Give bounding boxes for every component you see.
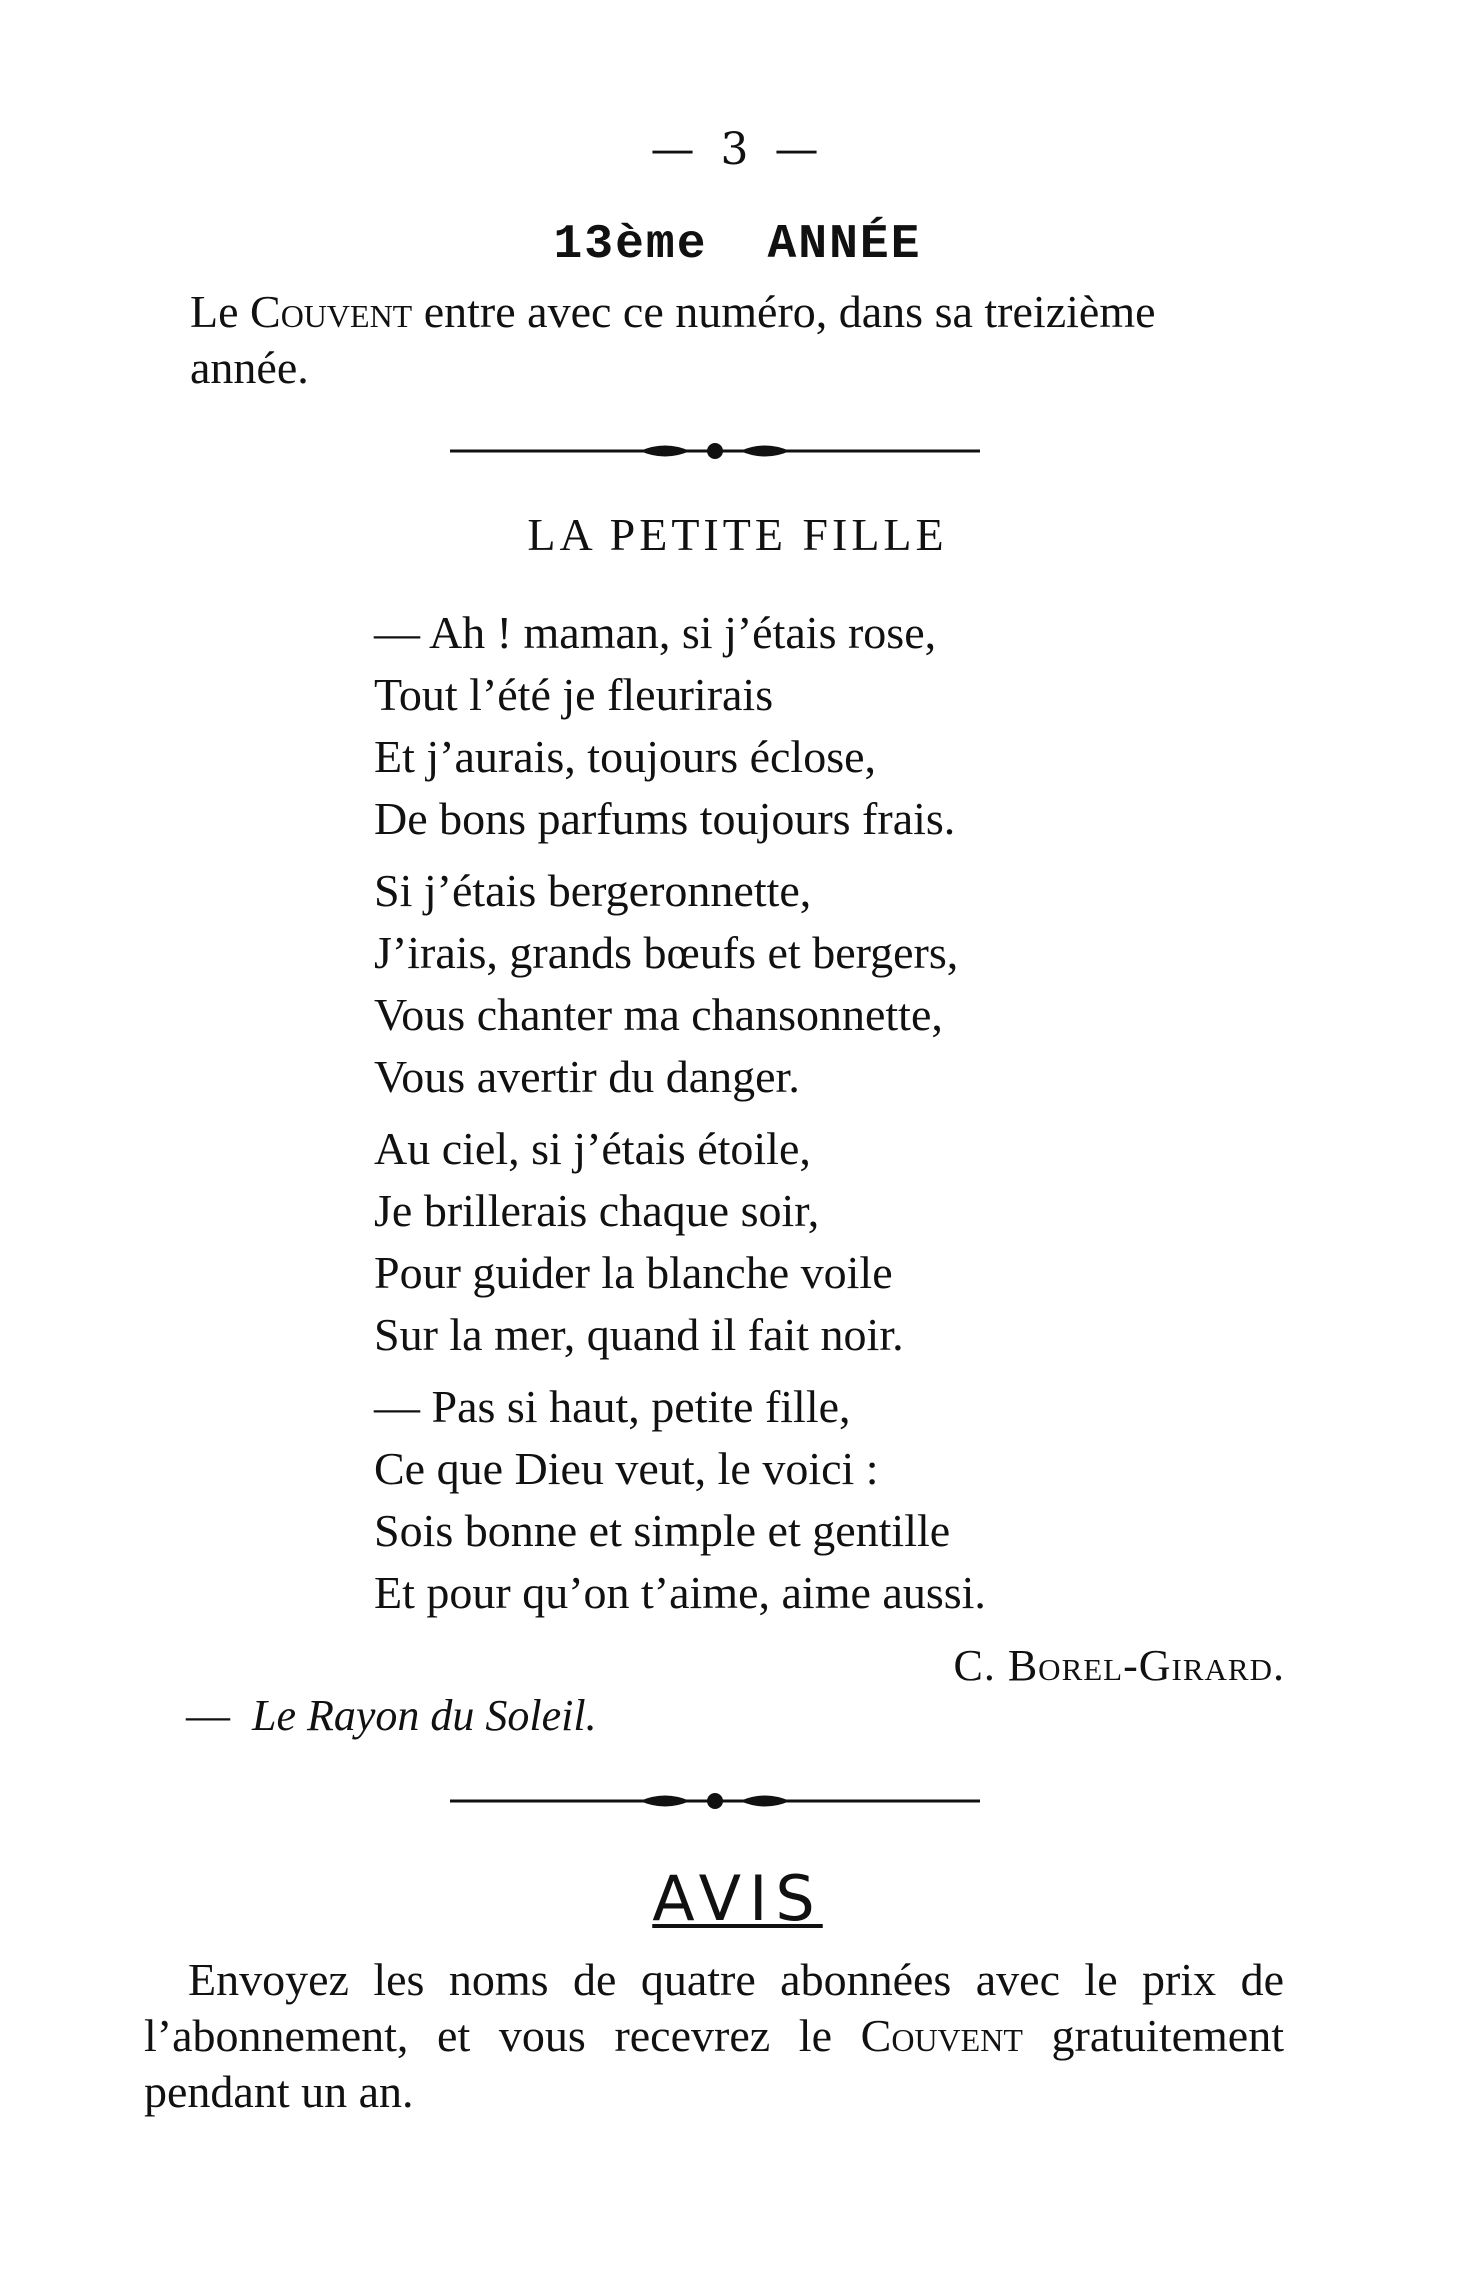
poem-line: Ce que Dieu veut, le voici : <box>374 1443 879 1494</box>
poem-line: Vous avertir du danger. <box>374 1051 800 1102</box>
poem-line: — Ah ! maman, si j’étais rose, <box>374 607 937 658</box>
ornamental-divider <box>450 1786 980 1816</box>
year-heading <box>0 218 1475 272</box>
avis-text-end: gratuitement pendant un an. <box>144 2010 1284 2117</box>
poem-line: Au ciel, si j’étais étoile, <box>374 1123 811 1174</box>
poem-line: J’irais, grands bœufs et bergers, <box>374 927 959 978</box>
avis-heading: AVIS <box>652 1862 823 1935</box>
poem-line: Je brillerais chaque soir, <box>374 1185 820 1236</box>
poem-title: LA PETITE FILLE <box>527 509 948 560</box>
poem-line: Vous chanter ma chansonnette, <box>374 989 943 1040</box>
avis-text-start: Envoyez les noms de quatre abonnées avec le prix de l’abonnement, et vous recevrez le <box>144 1954 1284 2061</box>
divider-ornament-icon <box>450 436 980 466</box>
poem-line: Si j’étais bergeronnette, <box>374 865 812 916</box>
poem-author: C. Borel-Girard. <box>953 1641 1285 1690</box>
poem-line: Sois bonne et simple et gentille <box>374 1505 951 1556</box>
poem-line: — Pas si haut, petite fille, <box>374 1381 851 1432</box>
year-heading-word: ANNÉE <box>767 218 922 272</box>
source-dash: — <box>186 1691 230 1740</box>
poem-line: Pour guider la blanche voile <box>374 1247 893 1298</box>
year-notice-text-end: entre avec ce numéro, dans sa treizième année. <box>190 286 1156 393</box>
page-number: — 3 — <box>650 124 825 175</box>
poem-line: Et pour qu’on t’aime, aime aussi. <box>374 1567 986 1618</box>
poem-stanza-4 <box>374 1376 1274 1624</box>
divider-ornament-icon <box>450 1786 980 1816</box>
poem-stanza-3 <box>374 1118 1274 1366</box>
poem-stanza-1 <box>374 602 1274 850</box>
year-notice-text-start: Le <box>190 286 251 337</box>
year-notice-paragraph <box>190 284 1270 396</box>
poem-source <box>186 1690 597 1741</box>
journal-name: Couvent <box>860 2010 1023 2061</box>
poem-line: Sur la mer, quand il fait noir. <box>374 1309 904 1360</box>
poem-line: De bons parfums toujours frais. <box>374 793 956 844</box>
poem-line: Tout l’été je fleurirais <box>374 669 774 720</box>
ornamental-divider <box>450 436 980 466</box>
poem-line: Et j’aurais, toujours éclose, <box>374 731 877 782</box>
year-heading-number: 13ème <box>553 218 708 272</box>
avis-paragraph <box>144 1952 1284 2120</box>
poem-stanza-2 <box>374 860 1274 1108</box>
journal-name: Couvent <box>250 286 413 337</box>
source-title: Le Rayon du Soleil. <box>252 1691 597 1740</box>
